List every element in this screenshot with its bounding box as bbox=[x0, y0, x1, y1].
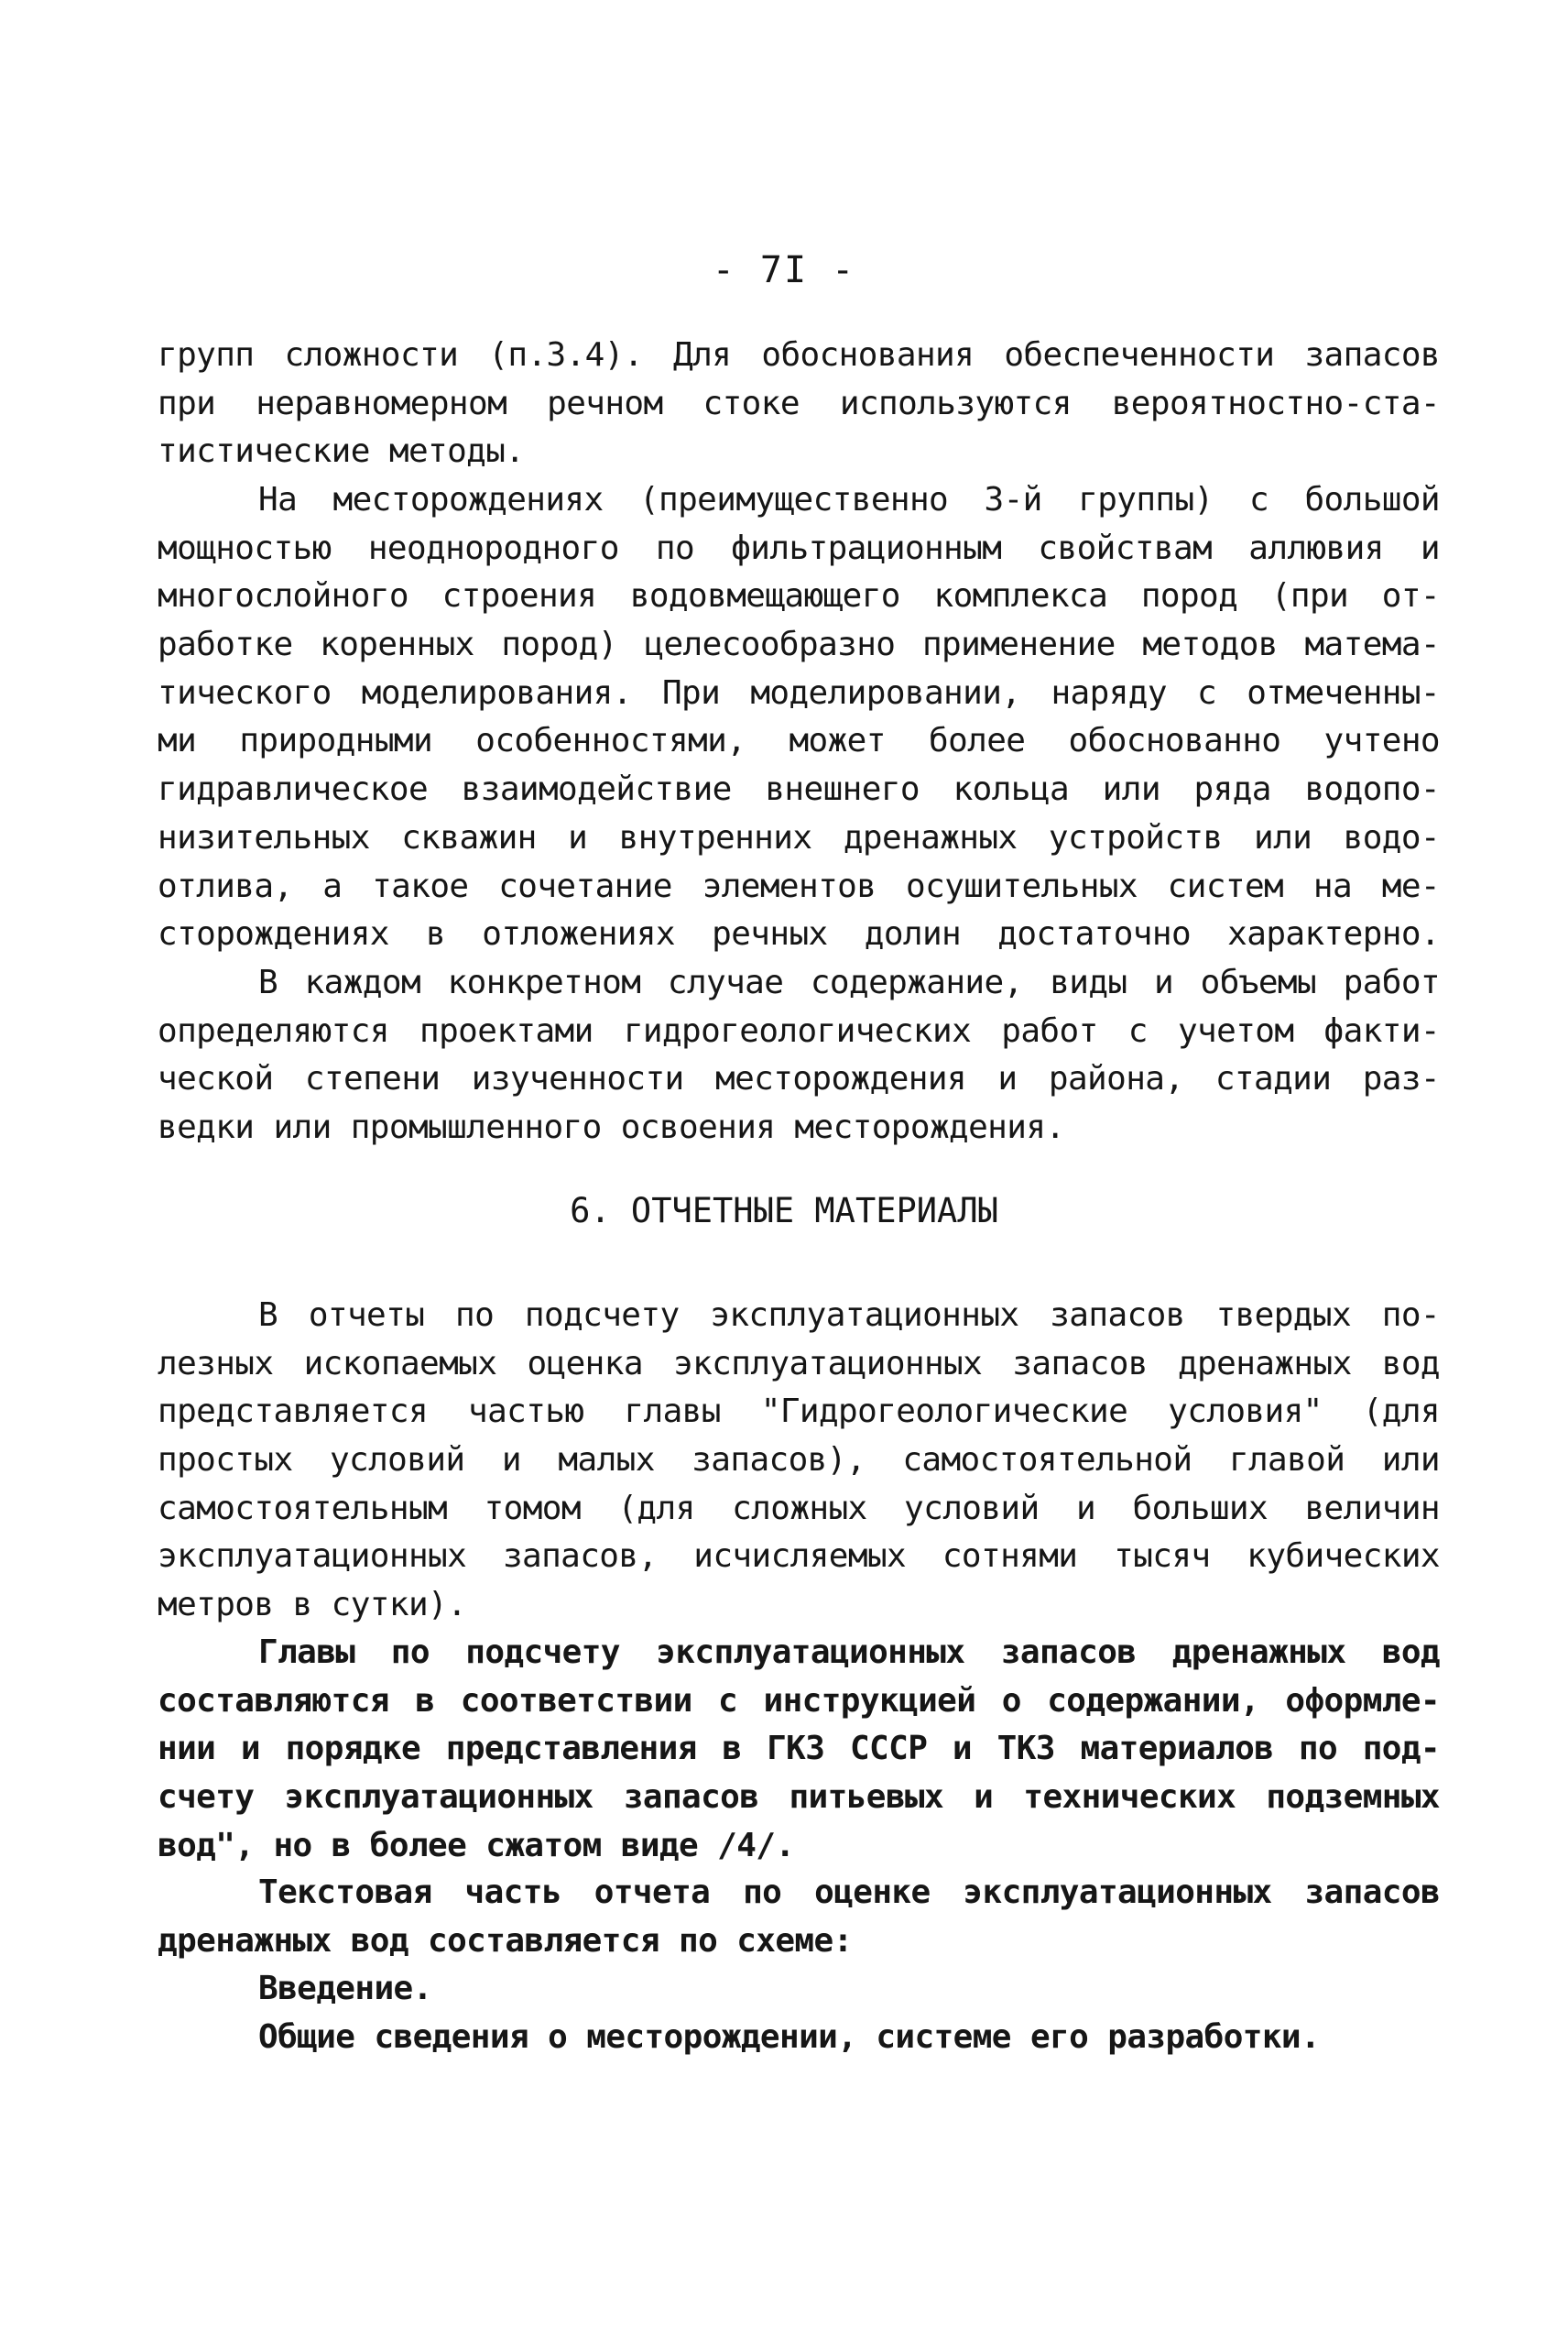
paragraph-1 bbox=[158, 332, 1440, 476]
section-heading: 6. ОТЧЕТНЫЕ МАТЕРИАЛЫ bbox=[570, 1191, 998, 1230]
text-line: счету эксплуатационных запасов питьевых и технических подземных bbox=[158, 1778, 1440, 1817]
text-line: Введение. bbox=[258, 1970, 432, 2008]
text-line: Текстовая часть отчета по оценке эксплуатационных запасов bbox=[258, 1874, 1440, 1911]
text-line: групп сложности (п.3.4). Для обоснования обеспеченности запасов bbox=[158, 336, 1440, 374]
text-line: самостоятельным томом (для сложных условий и больших величин bbox=[158, 1489, 1440, 1527]
paragraph-2 bbox=[158, 476, 1440, 959]
text-line: простых условий и малых запасов), самостоятельной главой или bbox=[158, 1441, 1440, 1480]
text-line: при неравномерном речном стоке используются вероятностно-ста- bbox=[158, 384, 1440, 422]
text-line: дренажных вод составляется по схеме: bbox=[158, 1921, 853, 1960]
text-line: составляются в соответствии с инструкцией о содержании, оформле- bbox=[158, 1681, 1440, 1720]
text-line: эксплуатационных запасов, исчисляемых сотнями тысяч кубических bbox=[158, 1537, 1440, 1576]
text-line: работке коренных пород) целесообразно применение методов матема- bbox=[158, 626, 1440, 664]
paragraph-3 bbox=[158, 959, 1440, 1153]
text-line: ми природными особенностями, может более обоснованно учтено bbox=[158, 722, 1440, 760]
text-line: вод", но в более сжатом виде /4/. bbox=[158, 1826, 795, 1864]
text-line: В каждом конкретном случае содержание, виды и объемы работ bbox=[258, 964, 1440, 1001]
text-line: На месторождениях (преимущественно 3-й группы) с большой bbox=[258, 481, 1440, 519]
text-line: Общие сведения о месторождении, системе его разработки. bbox=[258, 2018, 1321, 2057]
text-line: сторождениях в отложениях речных долин достаточно характерно. bbox=[158, 915, 1440, 954]
paragraph-5 bbox=[158, 1629, 1440, 1870]
text-line: ведки или промышленного освоения месторождения. bbox=[158, 1109, 1065, 1147]
paragraph-4 bbox=[158, 1292, 1440, 1630]
text-line: тического моделирования. При моделировании, наряду с отмеченны- bbox=[158, 673, 1440, 712]
text-line: лезных ископаемых оценка эксплуатационных запасов дренажных вод bbox=[158, 1344, 1440, 1382]
paragraph-6 bbox=[158, 1869, 1440, 2062]
text-line: нии и порядке представления в ГКЗ СССР и ТКЗ материалов по под- bbox=[158, 1730, 1440, 1768]
text-line: Главы по подсчету эксплуатационных запасов дренажных вод bbox=[258, 1633, 1440, 1671]
text-line: ческой степени изученности месторождения и района, стадии раз- bbox=[158, 1060, 1440, 1098]
page-number: - 7I - bbox=[712, 249, 856, 291]
text-line: представляется частью главы "Гидрогеологические условия" (для bbox=[158, 1393, 1440, 1431]
text-line: определяются проектами гидрогеологических работ с учетом факти- bbox=[158, 1011, 1440, 1050]
text-line: тистические методы. bbox=[158, 432, 525, 471]
text-line: многослойного строения водовмещающего комплекса пород (при от- bbox=[158, 577, 1440, 616]
text-line: низительных скважин и внутренних дренажных устройств или водо- bbox=[158, 818, 1440, 857]
text-line: мощностью неоднородного по фильтрационным свойствам аллювия и bbox=[158, 529, 1440, 567]
text-line: метров в сутки). bbox=[158, 1586, 467, 1624]
text-line: гидравлическое взаимодействие внешнего кольца или ряда водопо- bbox=[158, 770, 1440, 809]
text-line: отлива, а такое сочетание элементов осушительных систем на ме- bbox=[158, 867, 1440, 905]
text-line: В отчеты по подсчету эксплуатационных запасов твердых по- bbox=[258, 1296, 1440, 1334]
